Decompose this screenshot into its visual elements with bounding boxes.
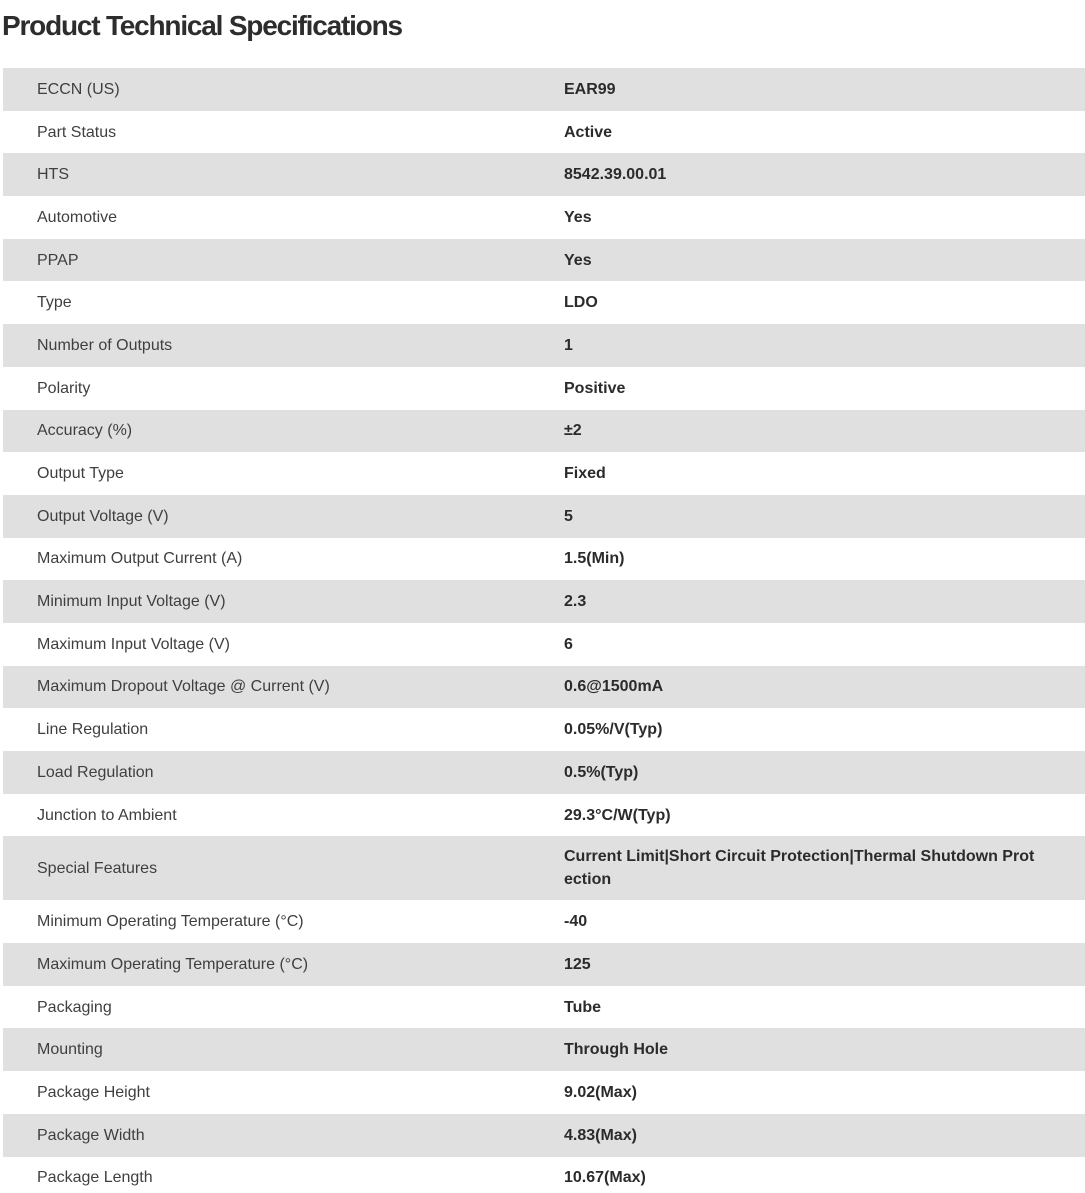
spec-row	[3, 111, 1085, 154]
spec-label: Accuracy (%)	[37, 422, 133, 440]
spec-value: EAR99	[564, 80, 616, 98]
spec-row	[3, 794, 1085, 837]
spec-label: HTS	[37, 166, 69, 184]
spec-row	[3, 324, 1085, 367]
spec-label: Maximum Operating Temperature (°C)	[37, 955, 309, 973]
spec-value: 10.67(Max)	[564, 1169, 646, 1187]
spec-value: 0.6@1500mA	[564, 678, 664, 696]
spec-row	[3, 1157, 1085, 1193]
spec-value: Yes	[564, 208, 592, 226]
spec-row	[3, 943, 1085, 986]
spec-row	[3, 666, 1085, 709]
spec-label: Line Regulation	[37, 721, 149, 739]
spec-value: 0.05%/V(Typ)	[564, 721, 663, 739]
spec-row	[3, 708, 1085, 751]
spec-value: Active	[564, 123, 613, 141]
spec-value: 1.5(Min)	[564, 550, 625, 568]
spec-label: Minimum Input Voltage (V)	[37, 593, 226, 611]
spec-value: 0.5%(Typ)	[564, 763, 639, 781]
spec-label: ECCN (US)	[37, 80, 120, 98]
spec-label: Mounting	[37, 1041, 103, 1059]
spec-value: 1	[564, 336, 573, 354]
spec-label: Junction to Ambient	[37, 806, 177, 824]
spec-row	[3, 239, 1085, 282]
spec-label: Output Voltage (V)	[37, 507, 169, 525]
spec-row	[3, 1114, 1085, 1157]
spec-label: PPAP	[37, 251, 79, 269]
spec-value: 6	[564, 635, 573, 653]
spec-row	[3, 623, 1085, 666]
spec-label: Number of Outputs	[37, 336, 173, 354]
spec-row	[3, 836, 1085, 900]
spec-label: Packaging	[37, 998, 112, 1016]
spec-label: Package Width	[37, 1126, 145, 1144]
spec-label: Package Height	[37, 1083, 150, 1101]
spec-value: 125	[564, 955, 591, 973]
spec-label: Load Regulation	[37, 763, 154, 781]
page-title: Product Technical Specifications	[2, 10, 402, 41]
spec-row	[3, 1028, 1085, 1071]
spec-row	[3, 367, 1085, 410]
spec-label: Special Features	[37, 859, 158, 877]
spec-label: Output Type	[37, 465, 124, 483]
spec-row	[3, 538, 1085, 581]
spec-label: Automotive	[37, 208, 118, 226]
spec-value: Yes	[564, 251, 592, 269]
spec-value: 29.3°C/W(Typ)	[564, 806, 671, 824]
spec-value: 8542.39.00.01	[564, 166, 667, 184]
spec-row	[3, 986, 1085, 1029]
spec-row	[3, 580, 1085, 623]
spec-value: 4.83(Max)	[564, 1126, 637, 1144]
spec-value: Through Hole	[564, 1041, 668, 1059]
spec-row	[3, 196, 1085, 239]
spec-value: Positive	[564, 379, 626, 397]
spec-row	[3, 153, 1085, 196]
spec-row	[3, 68, 1085, 111]
spec-value: Fixed	[564, 465, 606, 483]
spec-value: LDO	[564, 294, 598, 312]
spec-value: 5	[564, 507, 573, 525]
spec-label: Maximum Input Voltage (V)	[37, 635, 230, 653]
spec-value: Current Limit|Short Circuit Protection|Thermal Shutdown Protection	[564, 848, 1035, 889]
spec-row	[3, 495, 1085, 538]
spec-label: Minimum Operating Temperature (°C)	[37, 913, 304, 931]
spec-label: Polarity	[37, 379, 91, 397]
spec-value: ±2	[564, 422, 582, 440]
spec-value: -40	[564, 913, 588, 931]
spec-row	[3, 410, 1085, 453]
spec-row	[3, 751, 1085, 794]
spec-row	[3, 452, 1085, 495]
spec-value: 2.3	[564, 593, 587, 611]
spec-label: Part Status	[37, 123, 117, 141]
spec-table	[3, 68, 1085, 1193]
spec-label: Maximum Output Current (A)	[37, 550, 243, 568]
spec-row	[3, 281, 1085, 324]
spec-value: 9.02(Max)	[564, 1083, 637, 1101]
spec-label: Maximum Dropout Voltage @ Current (V)	[37, 678, 330, 696]
spec-label: Package Length	[37, 1169, 153, 1187]
spec-label: Type	[37, 294, 72, 312]
spec-row	[3, 900, 1085, 943]
spec-row	[3, 1071, 1085, 1114]
spec-value: Tube	[564, 998, 602, 1016]
